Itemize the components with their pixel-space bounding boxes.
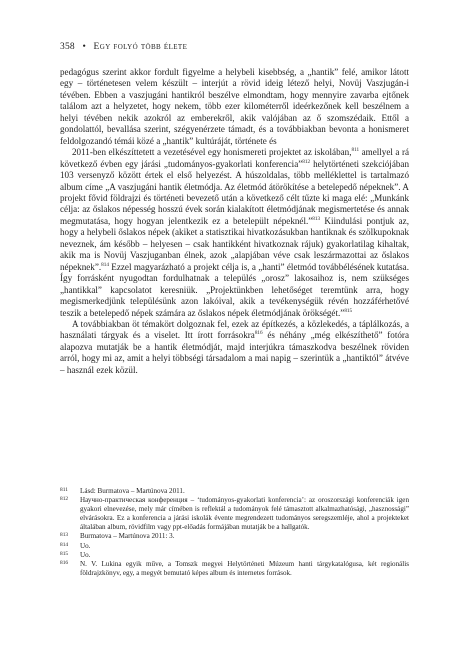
footnote-ref: 816 (254, 330, 263, 337)
main-text (60, 67, 409, 376)
footnote (60, 487, 409, 496)
footnote-ref: 811 (351, 147, 360, 154)
footnote-ref: 814 (101, 261, 109, 268)
footnote (60, 560, 409, 578)
footnote-number: 814 (60, 541, 69, 548)
paragraph-3 (60, 319, 409, 376)
running-header (60, 41, 410, 53)
paragraph-text: helytörténeti szekciójában 103 versenyző között értek el első helyezést. A húszoldalas, több melléklettel is tartalmazó album címe „A vaszjugáni hantik életmódja. Az életmód átörökítése a betelepedő népeknek”. A projekt fővid földrajzi és történeti bevezető után a következő célt tűzte ki maga elé: „Munkánk célja: az őslakos népesség hosszú évek során kialakított életmódjának megismertetése és annak megmutatása, hogy hogyan jelentkezik ez a betelepült népeknél.” (60, 158, 409, 226)
paragraph-1: pedagógus szerint akkor fordult figyelme a helybeli kisebbség, a „hantik” felé, amikor látott egy – történetesen velem készült – interjút a rövid ideig létező helyi, Novüj Vaszjugán-i tévében. Ebben a vaszjugáni hantikról beszélve elmondtam, hogy mennyire zavarba ejtőnek találom azt a helyzetet, hogy nekem, több ezer kilométerről ideérkezőnek kell beszélnem a helyi tévében nekik azokról az emberekről, akik valójában az ő szomszédaik. Ettől a gondolattól, bevallása szerint, szégyenérzete támadt, és a továbbiakban bevonta a honismeret feldolgozandó témái közé a „hantik” kultúráját, története és (60, 67, 409, 146)
footnote (60, 551, 409, 560)
footnote-text: N. V. Lukina egyik műve, a Tomszk megyei Helytörténeti Múzeum hanti tárgykatalógusa, két regionális földrajzkönyv, egy, a megyét bemutató képes album és internetes források. (80, 559, 409, 577)
footnote-text: Научно-практическая конференция – ‘tudományos-gyakorlati konferencia’: az oroszországi konferenciák igen gyakori elnevezése, mely már címében is reflektál a tudományok felé támasztott alkalmazhatósági, „hasznossági” elvárásokra. Ez a konferencia a járási iskolák évente megrendezett tudományos seregszemléje, ahol a projekteket általában album, rövidfilm vagy ppt-előadás formájában mutatják be a hallgatók. (80, 496, 409, 532)
paragraph-text: Kiindulási pontjuk az, hogy a helybeli őslakos népek (akiket a statisztikai hivatkozásukban hantiknak és szölkupoknak neveznek, ám később – helyesen – csak hantikként hivatkoznak rájuk) gyakorlatilag kihaltak, akik ma is Novüj Vaszjuganban élnek, azok „alapjában véve csak leszármazottai az őslakos népeknek”. (60, 215, 409, 272)
footnote (60, 532, 409, 541)
footnote-number: 815 (60, 550, 69, 557)
footnote-text: Lásd: Burmatova – Martúnova 2011. (80, 487, 185, 495)
footnote-ref: 812 (302, 158, 311, 165)
footnote (60, 542, 409, 551)
footnote-number: 813 (60, 532, 69, 539)
paragraph-text: és néhány „még elkészíthető” fotóra alapozva mutatják be a hantik életmódját, majd interjúkra támaszkodva beszélnek röviden arról, hogy mi az, amit a helyi többségi társadalom a mai napig – szerintük a „hantiktól” átvéve – használ ezek közül. (60, 330, 409, 375)
footnote-ref: 815 (344, 307, 353, 314)
page-number: 358 (60, 42, 75, 52)
footnote-number: 812 (60, 496, 69, 503)
footnote-text: Uo. (80, 550, 91, 559)
book-title: Egy folyó több élete (93, 42, 188, 52)
header-separator: • (82, 42, 86, 52)
footnote-text: Uo. (80, 541, 91, 550)
footnote-number: 811 (60, 487, 68, 493)
paragraph-text: amellyel a rá következő évben egy járási „tudományos-gyakorlati konferencia” (60, 147, 410, 169)
paragraph-text: 2011-ben elkészíttetett a vezetésével egy honismereti projektet az iskolában, (72, 147, 352, 158)
paragraph-text: A továbbiakban öt témakört dolgoznak fel, ezek az építkezés, a közlekedés, a táplálkozás, a használati tárgyak és a viselet. Itt írott forrásokra (60, 318, 409, 341)
footnotes (60, 487, 409, 578)
footnote-text: Burmatova – Martúnova 2011: 3. (80, 532, 175, 541)
paragraph-text: Ezzel magyarázható a projekt célja is, a „hanti” életmód továbbélésének kutatása. Így forrásként nyugodtan fordulhatnak a település „orosz” lakosaihoz is, nem szükséges „hantikkal” kapcsolatot keresniük. „Projektünkben lehetőséget teremtünk arra, hogy megismerkedjünk településünk azon lakóival, akik a tevékenységük révén hozzáférhetővé teszik a betelepedő népek számára az őslakos népek életmódjának örökségét.” (60, 261, 409, 318)
footnote (60, 496, 409, 532)
footnote-number: 816 (60, 559, 69, 566)
footnote-ref: 813 (312, 215, 321, 222)
paragraph-2 (60, 147, 409, 319)
